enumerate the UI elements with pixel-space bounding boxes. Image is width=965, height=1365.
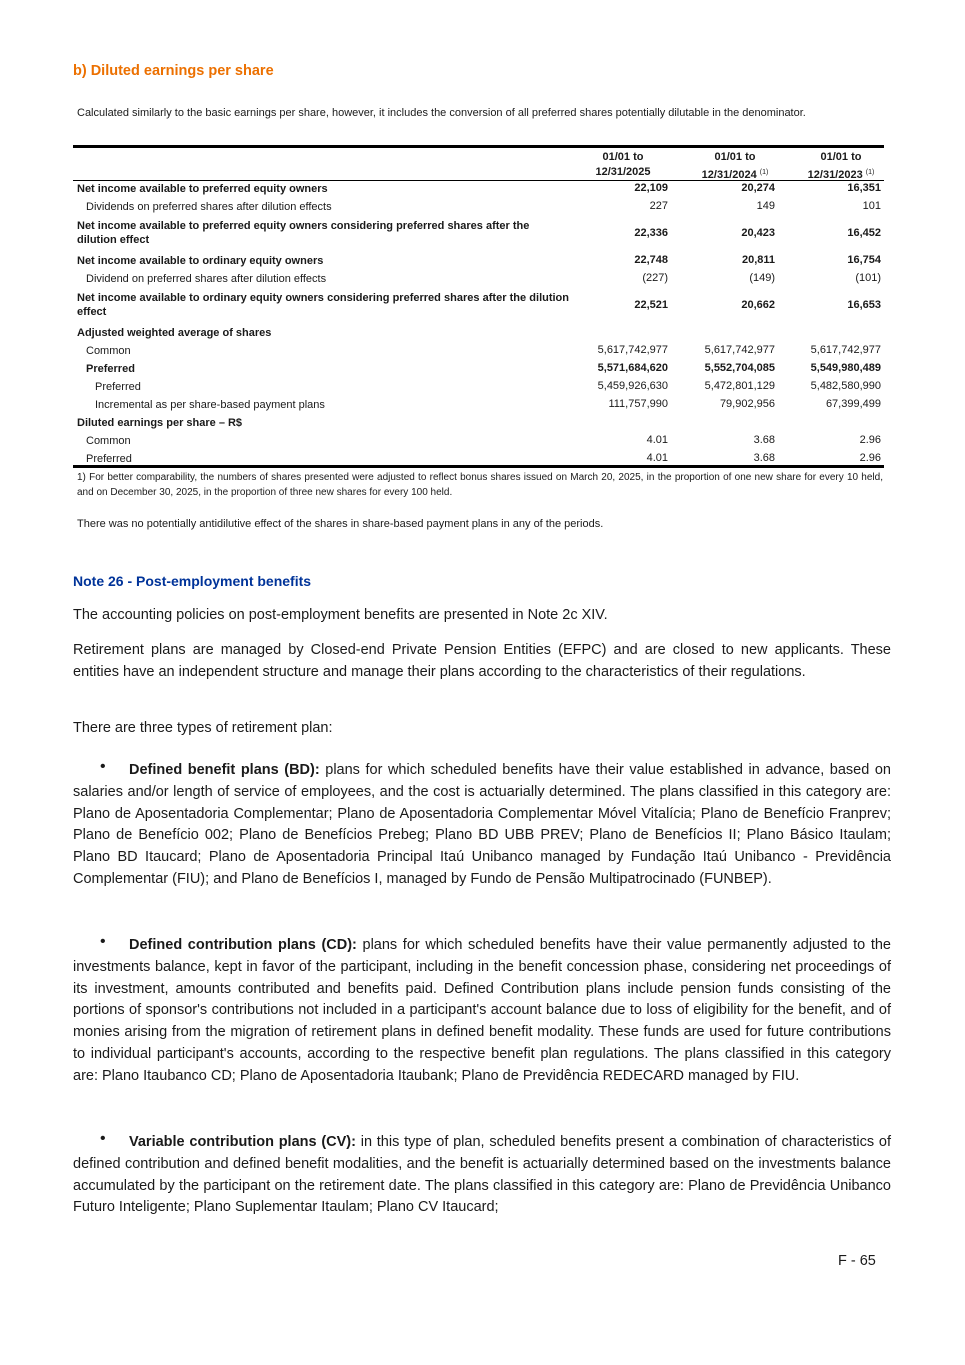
cell-value: 5,552,704,085 <box>704 362 775 374</box>
bullet-defined-benefit <box>73 760 891 891</box>
cell-value: 101 <box>862 200 881 212</box>
note-26-paragraph-3: There are three types of retirement plan: <box>73 720 333 736</box>
cell-value: (227) <box>642 272 668 284</box>
note-26-title: Note 26 - Post-employment benefits <box>73 573 312 589</box>
cell-value: 5,617,742,977 <box>704 344 775 356</box>
column-header-2025 <box>578 150 668 180</box>
row-label: Net income available to ordinary equity owners considering preferred shares after the dilution effect <box>77 292 569 318</box>
cell-value: 111,757,990 <box>608 398 668 410</box>
cell-value: 3.68 <box>753 434 775 446</box>
note-26-paragraph-2: Retirement plans are managed by Closed-end Private Pension Entities (EFPC) and are closed to new applicants. These entities have an independent structure and manage their plans according to the characteristics of their regulations. <box>73 642 891 680</box>
column-header-line2 <box>578 165 668 180</box>
bullet-icon: • <box>100 758 106 775</box>
row-label: Net income available to preferred equity owners <box>77 183 328 195</box>
table-row <box>73 433 884 449</box>
bullet-text: plans for which scheduled benefits have their value permanently adjusted to the investments balance, kept in favor of the participant, including in the benefit concession phase, considering net proceedings of its investment, amounts contributed and benefits paid. Defined Contribution plans include pension funds consisting of the portions of sponsor's contributions not included in a participant's account balance due to loss of eligibility for the benefit, and of monies arising from the migration of retirement plans in defined benefit modality. These funds are used for future contributions to individual participant's accounts, according to the respective benefit plan regulations. The plans classified in this category are: Plano Itaubanco CD; Plano de Aposentadoria Itaubank; Plano de Previdência REDECARD managed by FIU. <box>73 937 891 1084</box>
cell-value: 149 <box>756 200 775 212</box>
row-label: Net income available to preferred equity owners considering preferred shares after the dilution effect <box>77 220 530 246</box>
cell-value: (101) <box>855 272 881 284</box>
cell-value: 5,549,980,489 <box>810 362 881 374</box>
cell-value: 227 <box>649 200 668 212</box>
bullet-variable-contribution <box>73 1132 891 1219</box>
column-header-2024 <box>685 150 785 183</box>
cell-value: 22,336 <box>634 227 668 239</box>
footnote-marker: (1) <box>759 169 769 176</box>
row-label: Diluted earnings per share – R$ <box>77 417 243 429</box>
note-26-paragraph-1: The accounting policies on post-employment benefits are presented in Note 2c XIV. <box>73 607 608 623</box>
column-header-line1: 01/01 to <box>820 151 862 163</box>
row-label: Incremental as per share-based payment plans <box>95 399 325 411</box>
row-label: Common <box>86 345 131 357</box>
bullet-text: in this type of plan, scheduled benefits present a combination of characteristics of defined contribution and defined benefit modalities, and the benefit is actuarially determined based on the investments balance accumulated by the participant on the retirement date. The plans classified in this category are: Plano de Previdência Unibanco Futuro Inteligente; Plano Suplementar Itaulam; Plano CV Itaucard; <box>73 1134 891 1216</box>
table-row <box>73 199 884 215</box>
cell-value: 20,662 <box>741 299 775 311</box>
row-label: Net income available to ordinary equity owners <box>77 255 324 267</box>
cell-value: 16,351 <box>847 182 881 194</box>
cell-value: 5,571,684,620 <box>597 362 668 374</box>
column-header-date: 12/31/2023 <box>807 169 863 181</box>
cell-value: 2.96 <box>859 434 881 446</box>
table-row <box>73 343 884 359</box>
table-row <box>73 253 884 269</box>
column-header-2023 <box>791 150 891 183</box>
cell-value: 5,459,926,630 <box>597 380 668 392</box>
table-bottom-rule <box>73 465 884 468</box>
row-label: Preferred <box>86 363 135 375</box>
footnote-marker: (1) <box>865 169 875 176</box>
bullet-text: plans for which scheduled benefits have their value established in advance, based on salaries and/or length of service of employees, and the cost is actuarially determined. The plans classified in this category are: Plano de Aposentadoria Complementar; Plano de Aposentadoria Complementar Móvel Vitalícia; Plano de Benefício Franprev; Plano de Benefício 002; Plano de Benefícios Prebeg; Plano BD UBB PREV; Plano de Benefícios II; Plano Básico Itaulam; Plano BD Itaucard; Plano de Aposentadoria Principal Itaú Unibanco managed by Fundação Itaú Unibanco - Previdência Complementar (FIU); and Plano de Benefícios I, managed by Fundo de Pensão Multipatrocinado (FUNBEP). <box>73 762 891 887</box>
column-header-date: 12/31/2025 <box>595 166 651 178</box>
column-header-line1: 01/01 to <box>602 151 644 163</box>
table-row <box>73 379 884 395</box>
cell-value: 4.01 <box>646 452 668 464</box>
row-label: Dividends on preferred shares after dilution effects <box>86 201 332 213</box>
row-label: Preferred <box>86 453 132 465</box>
section-title-diluted-eps: b) Diluted earnings per share <box>73 63 274 79</box>
cell-value: 22,748 <box>634 254 668 266</box>
cell-value: (149) <box>749 272 775 284</box>
table-row <box>73 290 884 322</box>
bullet-icon: • <box>100 933 106 950</box>
cell-value: 3.68 <box>753 452 775 464</box>
antidilutive-note: There was no potentially antidilutive effect of the shares in share-based payment plans in any of the periods. <box>77 518 604 530</box>
table-row <box>73 397 884 413</box>
cell-value: 2.96 <box>859 452 881 464</box>
bullet-term: Defined benefit plans (BD): <box>129 762 320 778</box>
row-label: Dividend on preferred shares after dilution effects <box>86 273 327 285</box>
cell-value: 5,472,801,129 <box>704 380 775 392</box>
cell-value: 22,521 <box>634 299 668 311</box>
cell-value: 16,754 <box>847 254 881 266</box>
cell-value: 5,617,742,977 <box>810 344 881 356</box>
cell-value: 67,399,499 <box>825 398 881 410</box>
table-row <box>73 218 884 250</box>
cell-value: 20,811 <box>741 254 775 266</box>
bullet-defined-contribution <box>73 935 891 1088</box>
cell-value: 20,423 <box>741 227 775 239</box>
row-label: Common <box>86 435 131 447</box>
bullet-term: Variable contribution plans (CV): <box>129 1134 356 1150</box>
table-row <box>73 415 884 431</box>
table-row <box>73 181 884 197</box>
cell-value: 4.01 <box>646 434 668 446</box>
bullet-icon: • <box>100 1130 106 1147</box>
cell-value: 5,482,580,990 <box>810 380 881 392</box>
section-intro: Calculated similarly to the basic earnings per share, however, it includes the conversion of all preferred shares potentially dilutable in the denominator. <box>77 107 806 119</box>
cell-value: 5,617,742,977 <box>597 344 668 356</box>
row-label: Adjusted weighted average of shares <box>77 327 272 339</box>
cell-value: 20,274 <box>741 182 775 194</box>
cell-value: 22,109 <box>634 182 668 194</box>
cell-value: 79,902,956 <box>719 398 775 410</box>
column-header-line1: 01/01 to <box>714 151 756 163</box>
cell-value: 16,452 <box>847 227 881 239</box>
table-row <box>73 271 884 287</box>
column-header-date: 12/31/2024 <box>701 169 757 181</box>
table-row <box>73 325 884 341</box>
page-number: F - 65 <box>838 1253 876 1269</box>
table-header <box>73 148 884 181</box>
bullet-term: Defined contribution plans (CD): <box>129 937 357 953</box>
row-label: Preferred <box>95 381 141 393</box>
table-row <box>73 361 884 377</box>
cell-value: 16,653 <box>847 299 881 311</box>
table-footnote: 1) For better comparability, the numbers of shares presented were adjusted to reflect bonus shares issued on March 20, 2025, in the proportion of one new share for every 10 held, and on December 30, 2025, in the proportion of three new shares for every 100 held. <box>77 472 883 498</box>
